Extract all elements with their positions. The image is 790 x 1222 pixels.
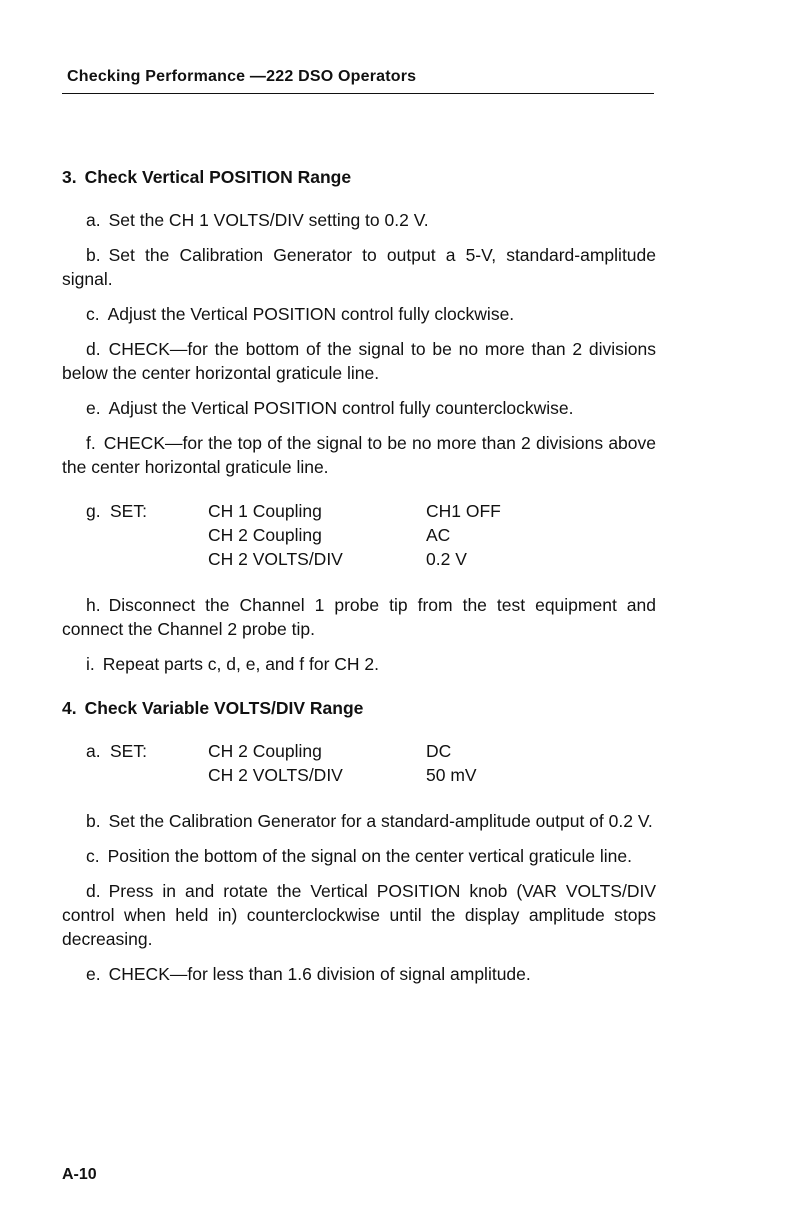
set-row — [208, 523, 501, 547]
step-4d — [62, 879, 656, 951]
step-4b — [62, 809, 656, 833]
running-head: Checking Performance —222 DSO Operators — [67, 68, 417, 85]
step-letter: b. — [86, 245, 101, 265]
step-letter: b. — [86, 811, 101, 831]
step-text: Set the CH 1 VOLTS/DIV setting to 0.2 V. — [108, 210, 429, 230]
setting-value: CH1 OFF — [426, 501, 501, 521]
set-row — [208, 763, 477, 787]
set-label: SET: — [110, 501, 147, 521]
step-text: Repeat parts c, d, e, and f for CH 2. — [102, 654, 379, 674]
set-rows — [208, 739, 477, 787]
step-text: Set the Calibration Generator to output a 5-V, standard-amplitude signal. — [62, 245, 656, 289]
step-letter: c. — [86, 304, 100, 324]
step-letter: i. — [86, 654, 95, 674]
step-letter: e. — [86, 398, 101, 418]
section-heading-3 — [62, 165, 656, 189]
step-3a — [62, 208, 656, 232]
step-3c — [62, 302, 656, 326]
step-letter: f. — [86, 433, 96, 453]
step-text: Disconnect the Channel 1 probe tip from the test equipment and connect the Channel 2 probe tip. — [62, 595, 656, 639]
section-heading-4 — [62, 696, 656, 720]
step-3d — [62, 337, 656, 385]
setting-value: 0.2 V — [426, 549, 467, 569]
set-row — [208, 547, 501, 571]
setting-value: AC — [426, 525, 451, 545]
section-title: Check Vertical POSITION Range — [84, 167, 352, 187]
set-rows — [208, 499, 501, 571]
step-3h — [62, 593, 656, 641]
step-3f — [62, 431, 656, 479]
setting-name: CH 1 Coupling — [208, 501, 322, 521]
step-text: CHECK—for less than 1.6 division of signal amplitude. — [108, 964, 531, 984]
set-row — [208, 739, 477, 763]
set-table-4a — [86, 739, 656, 787]
setting-name: CH 2 Coupling — [208, 741, 322, 761]
set-row — [208, 499, 501, 523]
header-rule — [62, 93, 654, 94]
step-4c — [62, 844, 656, 868]
setting-name: CH 2 VOLTS/DIV — [208, 549, 343, 569]
step-3e — [62, 396, 656, 420]
step-text: Press in and rotate the Vertical POSITION knob (VAR VOLTS/DIV control when held in) counterclockwise until the display amplitude stops decreasing. — [62, 881, 656, 949]
step-text: Position the bottom of the signal on the center vertical graticule line. — [107, 846, 632, 866]
step-text: Adjust the Vertical POSITION control fully clockwise. — [107, 304, 515, 324]
step-text: CHECK—for the top of the signal to be no more than 2 divisions above the center horizontal graticule line. — [62, 433, 656, 477]
setting-value: 50 mV — [426, 765, 477, 785]
page-content — [62, 165, 656, 997]
step-text: Adjust the Vertical POSITION control fully counterclockwise. — [108, 398, 574, 418]
page-number: A-10 — [62, 1166, 97, 1183]
step-text: CHECK—for the bottom of the signal to be no more than 2 divisions below the center horizontal graticule line. — [62, 339, 656, 383]
step-letter: d. — [86, 339, 101, 359]
step-letter: a. — [86, 210, 101, 230]
setting-name: CH 2 Coupling — [208, 525, 322, 545]
set-label: SET: — [110, 741, 147, 761]
step-4e — [62, 962, 656, 986]
step-letter: h. — [86, 595, 101, 615]
setting-name: CH 2 VOLTS/DIV — [208, 765, 343, 785]
step-3i — [62, 652, 656, 676]
step-letter: g. — [86, 501, 101, 521]
step-letter: d. — [86, 881, 101, 901]
section-title: Check Variable VOLTS/DIV Range — [84, 698, 364, 718]
step-letter: a. — [86, 741, 101, 761]
step-text: Set the Calibration Generator for a standard-amplitude output of 0.2 V. — [108, 811, 653, 831]
set-table-3g — [86, 499, 656, 571]
setting-value: DC — [426, 741, 452, 761]
step-letter: e. — [86, 964, 101, 984]
step-3b — [62, 243, 656, 291]
section-number: 3. — [62, 167, 77, 187]
section-number: 4. — [62, 698, 77, 718]
step-letter: c. — [86, 846, 100, 866]
